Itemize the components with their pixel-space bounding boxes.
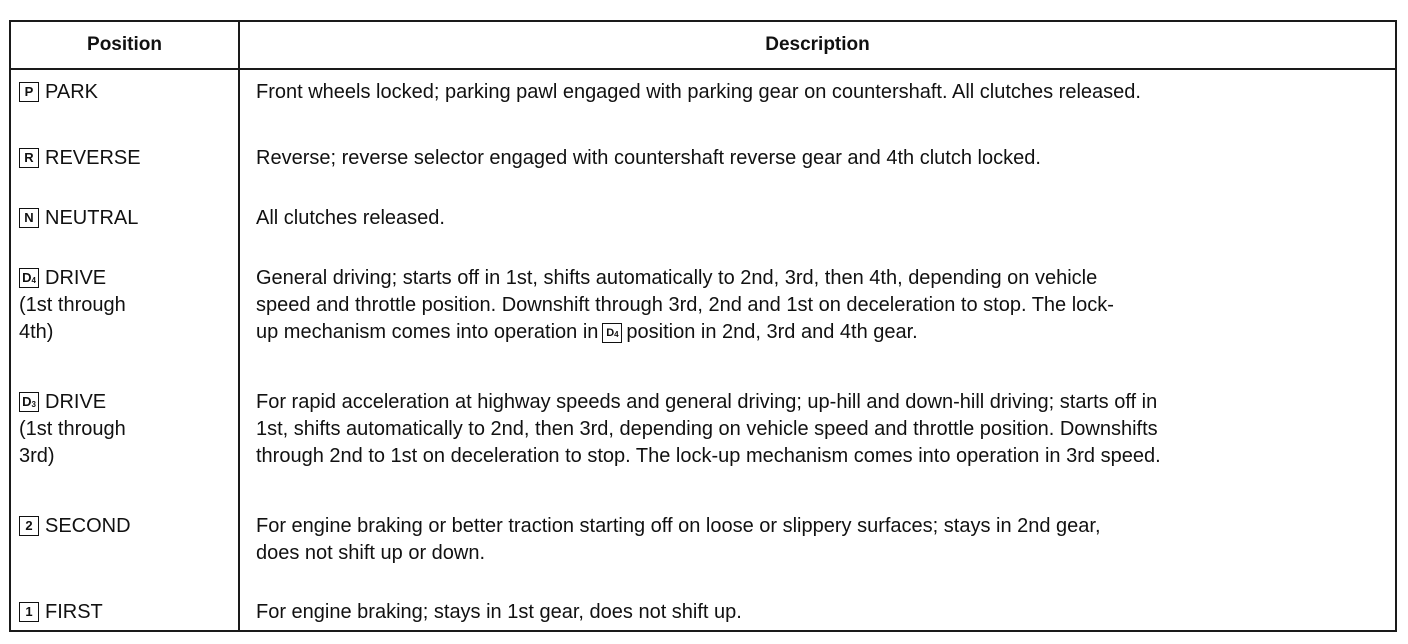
position-sublabel: 4th) xyxy=(19,321,54,343)
position-label: DRIVE xyxy=(45,267,107,289)
gear-symbol-n: N xyxy=(19,208,39,228)
description-line: Front wheels locked; parking pawl engaged with parking gear on countershaft. All clutches released. xyxy=(256,81,1141,103)
description-line: does not shift up or down. xyxy=(256,542,486,564)
position-cell xyxy=(19,205,234,232)
description-cell xyxy=(256,145,1388,172)
position-sublabel: (1st through xyxy=(19,294,126,316)
position-label: DRIVE xyxy=(45,391,107,413)
position-cell xyxy=(19,599,234,626)
position-label: FIRST xyxy=(45,601,103,623)
position-label: REVERSE xyxy=(45,147,141,169)
gear-symbol-d4: $D_4$ xyxy=(19,268,39,288)
gear-symbol-p: P xyxy=(19,82,39,102)
position-cell xyxy=(19,513,234,540)
description-line: 1st, shifts automatically to 2nd, then 3rd, depending on vehicle speed and throttle position. Downshifts xyxy=(256,418,1158,440)
description-line: speed and throttle position. Downshift through 3rd, 2nd and 1st on deceleration to stop. The lock- xyxy=(256,294,1114,316)
description-cell xyxy=(256,79,1388,106)
position-label: PARK xyxy=(45,81,98,103)
position-label: SECOND xyxy=(45,515,131,537)
header-position: Position xyxy=(87,34,162,55)
position-cell xyxy=(19,145,234,172)
description-cell xyxy=(256,389,1388,470)
description-line: All clutches released. xyxy=(256,207,445,229)
gear-symbol-2: 2 xyxy=(19,516,39,536)
position-cell xyxy=(19,79,234,106)
position-cell xyxy=(19,389,234,470)
column-divider xyxy=(238,22,240,630)
description-line: General driving; starts off in 1st, shifts automatically to 2nd, 3rd, then 4th, depending on vehicle xyxy=(256,267,1098,289)
position-cell xyxy=(19,265,234,346)
position-sublabel: 3rd) xyxy=(19,445,55,467)
gear-symbol-d3: $D_3$ xyxy=(19,392,39,412)
table-header-row xyxy=(11,22,1395,70)
description-cell xyxy=(256,599,1388,626)
gear-symbol-1: 1 xyxy=(19,602,39,622)
description-line: up mechanism comes into operation in $D_4$ position in 2nd, 3rd and 4th gear. xyxy=(256,321,918,343)
header-description: Description xyxy=(765,34,870,55)
description-cell xyxy=(256,205,1388,232)
position-sublabel: (1st through xyxy=(19,418,126,440)
description-line: through 2nd to 1st on deceleration to stop. The lock-up mechanism comes into operation in 3rd speed. xyxy=(256,445,1161,467)
gear-symbol-d4-inline: $D_4$ xyxy=(602,323,622,343)
description-cell xyxy=(256,265,1388,346)
description-line: Reverse; reverse selector engaged with countershaft reverse gear and 4th clutch locked. xyxy=(256,147,1041,169)
description-line: For rapid acceleration at highway speeds and general driving; up-hill and down-hill driving; starts off in xyxy=(256,391,1158,413)
description-cell xyxy=(256,513,1388,567)
gear-symbol-r: R xyxy=(19,148,39,168)
position-label: NEUTRAL xyxy=(45,207,139,229)
description-line: For engine braking or better traction starting off on loose or slippery surfaces; stays in 2nd gear, xyxy=(256,515,1101,537)
description-line: For engine braking; stays in 1st gear, does not shift up. xyxy=(256,601,742,623)
gear-position-table xyxy=(9,20,1397,632)
